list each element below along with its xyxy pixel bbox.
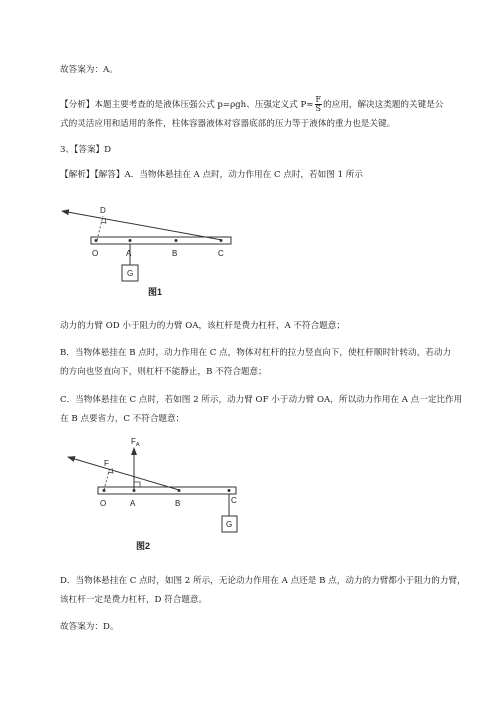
point-o-2 — [103, 489, 106, 492]
label-fa-main: F — [131, 437, 136, 446]
point-c-2 — [228, 489, 231, 492]
solution-option-a: 【解析】【解答】A．当物体悬挂在 A 点时，动力作用在 C 点时，若如图 1 所示 — [60, 170, 363, 180]
label-c-2: C — [231, 496, 237, 505]
point-a-2 — [133, 489, 136, 492]
option-d-line-2: 该杠杆一定是费力杠杆，D 符合题意。 — [60, 595, 208, 605]
option-c-line-1: C．当物体悬挂在 C 点时，若如图 2 所示，动力臂 OF 小于动力臂 OA，所以动力作用在 A 点一定比作用 — [60, 395, 463, 405]
label-fa-sub: A — [135, 442, 140, 448]
option-c-line-2: 在 B 点要省力，C 不符合题意； — [60, 414, 185, 424]
option-b-line-2: 的方向也竖直向下，则杠杆不能静止，B 不符合题意； — [60, 367, 267, 377]
label-d: D — [100, 206, 106, 215]
final-answer: 故答案为：D。 — [60, 622, 119, 632]
label-fa — [131, 437, 140, 448]
previous-answer: 故答案为：A。 — [60, 65, 118, 75]
label-b-2: B — [175, 499, 181, 508]
label-c: C — [218, 249, 224, 258]
label-a: A — [126, 249, 132, 258]
option-d-line-1: D．当物体悬挂在 C 点时，如图 2 所示，无论动力作用在 A 点还是 B 点，动力的力臂都小于阻力的力臂， — [60, 576, 466, 586]
right-angle-mark-a — [134, 482, 140, 487]
analysis-line-2: 式的灵活应用和适用的条件，柱体容器液体对容器底部的压力等于液体的重力也是关键。 — [60, 119, 396, 129]
force-arrow-2 — [68, 457, 179, 490]
option-b-line-1: B．当物体悬挂在 B 点时，动力作用在 C 点，物体对杠杆的拉力竖直向下，使杠杆顺时针转动，若动力 — [60, 348, 452, 358]
figure-2-caption: 图2 — [136, 541, 151, 551]
label-o: O — [92, 249, 99, 258]
fraction-denominator: S — [315, 104, 322, 113]
figure-1-caption: 图1 — [148, 287, 163, 297]
analysis-text-part1: 【分析】本题主要考查的是液体压强公式 p=ρgh、压强定义式 P — [60, 100, 307, 110]
lever-bar-2 — [98, 487, 236, 494]
question-3-answer: 3、【答案】D — [60, 145, 112, 155]
analysis-text-part2: 的应用，解决这类题的关键是公 — [323, 100, 444, 110]
label-g: G — [127, 269, 134, 278]
label-b: B — [172, 249, 178, 258]
label-f: F — [104, 459, 109, 468]
label-g-2: G — [226, 520, 233, 529]
option-a-conclusion: 动力的力臂 OD 小于阻力的力臂 OA，该杠杆是费力杠杆，A 不符合题意； — [60, 321, 345, 331]
fraction-numerator: F — [315, 95, 322, 104]
point-b-2 — [178, 489, 181, 492]
approx-sign: ≈ — [306, 100, 314, 110]
label-o-2: O — [100, 499, 107, 508]
label-a-2: A — [130, 499, 136, 508]
